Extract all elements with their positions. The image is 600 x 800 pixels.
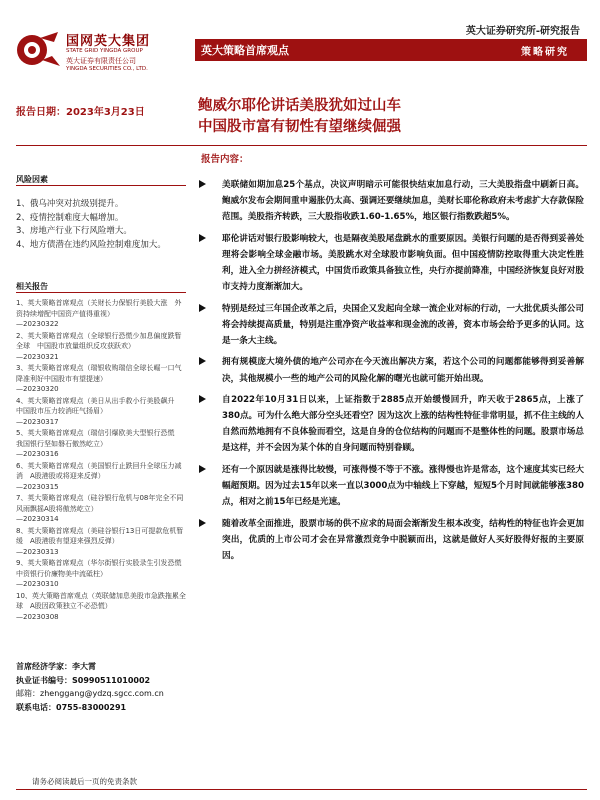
related-reports-list <box>16 298 191 623</box>
analyst-phone: 联系电话：0755-83000291 <box>16 702 127 712</box>
related-report-item[interactable] <box>16 591 186 623</box>
company-name-cn: 国网英大集团 <box>66 34 151 49</box>
body-paragraph <box>199 516 584 564</box>
related-report-title: 6、英大策略首席观点（美国银行止跌回升全球压力减消 A股港股或将迎来反弹） <box>16 461 182 480</box>
report-title-line2: 中国股市富有韧性有望继续倔强 <box>198 119 401 135</box>
related-report-title: 9、英大策略首席观点（华尔街银行实股录生引发恐慌 中资银行价廉物美中流砥柱） <box>16 559 189 578</box>
related-report-date: —20230322 <box>16 320 59 328</box>
company-name-en: STATE GRID YINGDA GROUP <box>66 48 143 54</box>
related-report-item[interactable] <box>16 396 186 428</box>
subsidiary-name-cn: 英大证券有限责任公司 <box>66 57 136 65</box>
arrow-bullet-icon <box>199 357 206 365</box>
company-logo <box>14 26 164 76</box>
arrow-bullet-icon <box>199 234 206 242</box>
related-report-date: —20230315 <box>16 482 59 491</box>
disclaimer-footer: 请务必阅读最后一页的免责条款 <box>32 777 137 786</box>
paragraph-text: 拥有规模庞大境外债的地产公司亦在今天流出解决方案，若这个公司的问题都能够得到妥善解决，其他规模小一些的地产公司的风险化解的曙光也就可能开始出现。 <box>222 357 584 384</box>
related-report-title: 7、英大策略首席观点（硅谷银行危机与08年完全不同 风雨飘摇A股将傲然屹立） <box>16 494 191 513</box>
header-banner <box>195 39 587 61</box>
title-divider <box>16 145 587 146</box>
risk-item: 3、房地产行业下行风险增大。 <box>16 226 132 236</box>
arrow-bullet-icon <box>199 395 206 403</box>
paragraph-text: 还有一个原因就是涨得比较慢，可涨得慢不等于不涨。涨得慢也许是常态，这个速度其实已经大幅超预期。因为过去15年以来一直以3000点为中轴线上下穿越，短短5个月时间就能够涨380点，相对之前15年已经是光速。 <box>222 465 584 508</box>
risk-list <box>16 198 186 252</box>
analyst-name: 首席经济学家：李大霄 <box>16 662 96 671</box>
risk-item: 1、俄乌冲突对抗级别提升。 <box>16 199 124 209</box>
related-report-date: —20230310 <box>16 580 59 588</box>
risk-item: 4、地方债潜在违约风险控制难度加大。 <box>16 239 166 250</box>
related-report-date: —20230317 <box>16 417 59 426</box>
banner-category: 策略研究 <box>521 47 569 58</box>
report-title-line1: 鲍威尔耶伦讲话美股犹如过山车 <box>198 98 401 114</box>
body-paragraph <box>199 231 584 295</box>
body-paragraph <box>199 354 584 386</box>
analyst-email[interactable]: 邮箱：zhenggang@ydzq.sgcc.com.cn <box>16 689 164 698</box>
related-report-item[interactable] <box>16 493 191 525</box>
body-paragraph <box>199 462 584 510</box>
paragraph-text: 随着改革全面推进，股票市场的供不应求的局面会渐渐发生根本改变，结构性的特征也许会更加突出，优质的上市公司才会在异常激烈竞争中脱颖而出，这就是做好人买好股得好报的主要原因。 <box>222 518 584 561</box>
company-logo-mark <box>14 28 62 72</box>
institute-label: 英大证券研究所-研究报告 <box>465 26 580 37</box>
content-heading: 报告内容： <box>201 154 249 165</box>
paragraph-text: 自2022年10月31日以来，上证指数于2885点开始缓慢回升，昨天收于2865点，上涨了380点。可为什么绝大部分空头还看空？因为这次上涨的结构性特征非常明显，抓不住主线的人自然而然地拥有不良体验而看空，这是自身的仓位结构的问题而不是整体性的问题。股票市场总是这样，并不会因为某个体的自身问题而特别眷顾。 <box>222 395 584 454</box>
arrow-bullet-icon <box>199 304 206 312</box>
related-heading-rule <box>16 292 186 293</box>
related-report-title: 3、英大策略首席观点（瑞银收购瑞信全球长崛一口气 降准利好中国股市有望提速） <box>16 364 189 383</box>
related-report-title: 4、英大策略首席观点（美日从出手救小行美股飙升 中国股市压力较消旺气扬眉） <box>16 396 182 415</box>
related-report-date: —20230308 <box>16 612 59 621</box>
related-report-title: 2、英大策略首席观点（全球银行恐慌少加息偏度跌暂全球 中国股市放量组织反攻获跃欢） <box>16 331 182 350</box>
report-body <box>199 177 584 570</box>
arrow-bullet-icon <box>199 465 206 473</box>
body-paragraph <box>199 392 584 456</box>
paragraph-text: 特别是经过三年国企改革之后，央国企又发起向全球一流企业对标的行动，一大批优质头部公司将会持续提高质量，特别是注重净资产收益率和现金流的改善，资本市场会给予更多的认同。这是一条大主线。 <box>222 303 584 346</box>
risk-item: 2、疫情控制难度大幅增加。 <box>16 212 124 223</box>
related-report-item[interactable] <box>16 461 186 493</box>
subsidiary-name-en: YINGDA SECURITIES CO., LTD. <box>66 66 148 72</box>
body-paragraph <box>199 301 584 349</box>
related-report-date: —20230316 <box>16 450 59 458</box>
related-heading: 相关报告 <box>16 282 48 291</box>
analyst-license: 执业证书编号：S0990511010002 <box>16 675 151 685</box>
risk-heading-rule <box>16 185 186 186</box>
report-date: 报告日期：2023年3月23日 <box>16 107 145 118</box>
body-paragraph <box>199 177 584 225</box>
footer-divider <box>16 789 587 790</box>
related-report-item[interactable] <box>16 363 189 395</box>
related-report-title: 5、英大策略首席观点（瑞信引爆欧美大型银行恐慌 我国银行坚如磐石傲然屹立） <box>16 429 182 448</box>
paragraph-text: 美联储如期加息25个基点，决议声明暗示可能很快结束加息行动，三大美股指盘中刷新日高。鲍威尔发布会期间重申遏胀仍太高、强调还要继续加息，美财长耶伦称政府未考虑扩大存款保险范围。美股指齐转跌，三大股指收跌1.60-1.65%，地区银行指数跌超5%。 <box>222 180 584 223</box>
related-report-title: 10、英大策略首席观点（英联储加息美股市急跌拖累全球 A股因政策独立不必恐慌） <box>16 591 186 610</box>
related-report-item[interactable] <box>16 428 186 460</box>
arrow-bullet-icon <box>199 180 206 188</box>
related-report-title: 1、英大策略首席观点（关财长力保银行美股大涨 外资持续增配中国资产值得重视） <box>16 299 182 318</box>
related-report-date: —20230320 <box>16 385 59 393</box>
related-report-date: —20230321 <box>16 352 59 361</box>
related-report-title: 8、英大策略首席观点（美硅谷银行13日可提款危机暂缓 A股港股有望迎来强烈反弹） <box>16 526 184 545</box>
paragraph-text: 耶伦讲话对银行股影响较大，也是隔夜美股尾盘跳水的重要原因。美银行问题的是否得到妥善处理将会影响全球金融市场。美股跳水对全球股市影响负面。但中国疫情防控取得重大决定性胜利，进入全力拼经济模式，中国货币政策具备独立性，央行亦提前降准，中国经济恢复良好对股市支持力度渐渐加大。 <box>222 233 584 293</box>
risk-heading: 风险因素 <box>16 175 48 184</box>
related-report-item[interactable] <box>16 526 186 558</box>
arrow-bullet-icon <box>199 519 206 527</box>
related-report-date: —20230314 <box>16 515 59 523</box>
related-report-item[interactable] <box>16 331 186 363</box>
banner-series-title: 英大策略首席观点 <box>201 44 289 57</box>
analyst-info <box>16 660 191 714</box>
related-report-item[interactable] <box>16 298 186 330</box>
related-report-item[interactable] <box>16 558 189 590</box>
related-report-date: —20230313 <box>16 547 59 556</box>
